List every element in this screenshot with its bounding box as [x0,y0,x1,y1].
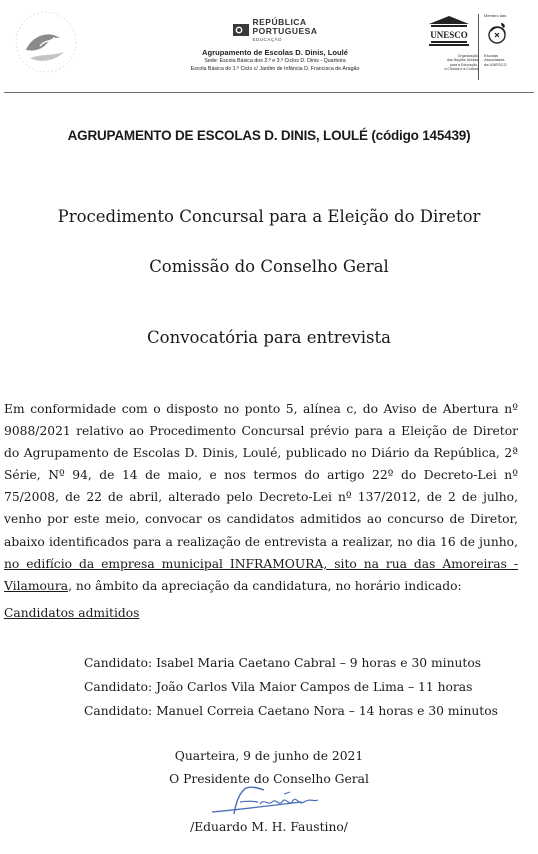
unesco-wordmark: UNESCO [430,30,468,40]
candidate-line-1: Candidato: Isabel Maria Caetano Cabral – 9 horas e 30 minutos [84,656,482,670]
body-paragraph [4,398,518,597]
heading-procedimento: Procedimento Concursal para a Eleição do Diretor [57,207,481,226]
unesco-logo [420,14,478,71]
unesco-line-3: para a Educação, [449,62,478,67]
member-line-2: Escolas [484,52,499,58]
header-vertical-divider [478,14,479,80]
unesco-temple-icon [427,14,471,48]
member-line-3: Associadas [484,57,505,63]
signatory-name: /Eduardo M. H. Faustino/ [190,820,348,834]
document-title-text: AGRUPAMENTO DE ESCOLAS D. DINIS, LOULÉ [67,128,368,143]
unesco-line-2: das Nações Unidas [446,58,478,63]
dolphin-logo-icon [10,6,80,82]
document-title-code: (código 145439) [371,128,471,143]
candidate-line-3: Candidato: Manuel Correia Caetano Nora – 14 horas e 30 minutos [84,704,498,718]
republica-title-1: REPÚBLICA [252,17,307,27]
place-date: Quarteira, 9 de junho de 2021 [174,749,364,763]
republica-header [150,18,400,73]
document-title [0,128,538,143]
agrupamento-name: Agrupamento de Escolas D. Dinis, Loulé [202,48,348,57]
republica-emblem-icon [233,24,249,36]
unesco-text [420,54,478,71]
candidate-line-2: Candidato: João Carlos Vila Maior Campos de Lima – 11 horas [84,680,473,694]
sede-line: Sede: Escola Básica dos 2.º e 3.º Ciclos D. Dinis - Quarteira [204,58,346,64]
member-line-1: Membro das [484,13,507,18]
header-divider [4,92,534,93]
heading-convocatoria: Convocatória para entrevista [147,328,391,347]
member-line-4: da UNESCO [484,61,507,67]
handwritten-signature [206,780,336,822]
heading-comissao: Comissão do Conselho Geral [149,257,389,276]
signatory-role: O Presidente do Conselho Geral [169,772,369,786]
school-logo [10,6,80,82]
paragraph-text-1: Em conformidade com o disposto no ponto 5, alínea c, do Aviso de Abertura nº 9088/2021 relativo ao Procedimento Concursal prévio para a Eleição de Diretor do Agrupamento de Escolas D. Dinis, Loulé, publicado no Diário da República, 2ª Série, Nº 94, de 14 de maio, e nos termos do artigo 22º do Decreto-Lei nº 75/2008, de 22 de abril, alterado pelo Decreto-Lei nº 137/2012, de 2 de julho, venho por este meio, convocar os candidatos admitidos ao concurso de Diretor, abaixo identificados para a realização de entrevista a realizar, no dia 16 de junho, [4,402,518,549]
unesco-line-1: Organização [457,54,478,58]
associated-schools-icon [484,21,510,47]
unesco-member-badge [484,14,524,67]
paragraph-location: no edifício da empresa municipal INFRAMOURA, sito na rua das Amoreiras - Vilamoura [4,556,518,593]
unesco-line-4: a Ciência e a Cultura [444,66,478,71]
paragraph-text-2: , no âmbito da apreciação da candidatura, no horário indicado: [68,578,462,593]
republica-title-2: PORTUGUESA [252,26,318,36]
escola-line: Escola Básica do 1.º Ciclo c/ Jardim de Infância D. Francisca de Aragão [190,66,360,72]
educacao-label: EDUCAÇÃO [252,37,283,42]
signature-icon [206,780,336,822]
candidates-heading: Candidatos admitidos [4,606,140,620]
